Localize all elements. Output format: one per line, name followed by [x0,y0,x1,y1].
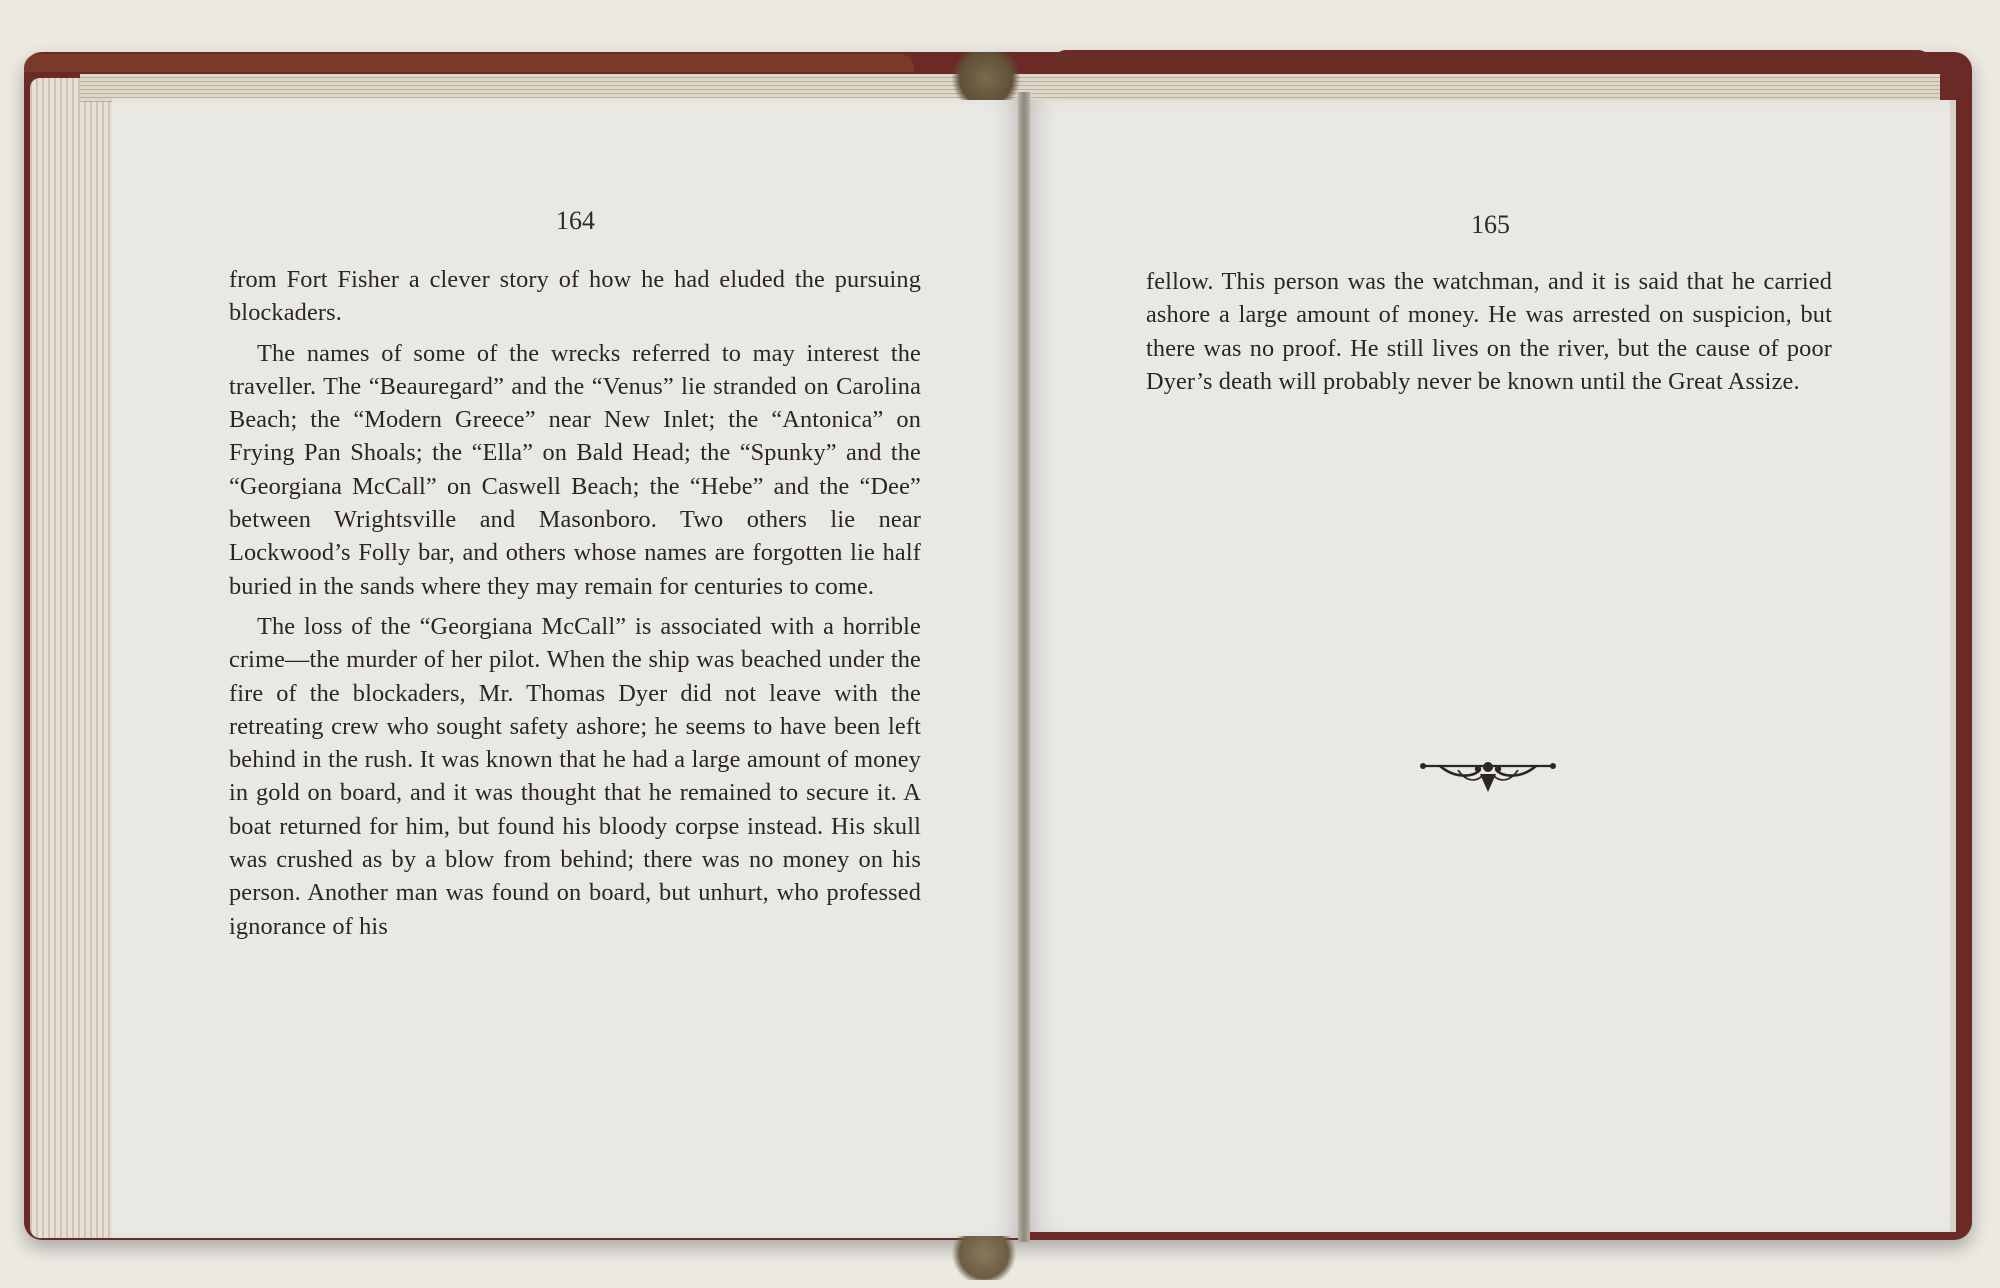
left-page-number: 164 [556,206,595,235]
right-page-text [1146,265,1832,405]
left-paragraph-1: from Fort Fisher a clever story of how he had eluded the pursuing blockaders. [229,266,921,327]
left-paragraph-3: The loss of the “Georgiana McCall” is associated with a horrible crime—the murder of her pilot. When the ship was beached under the fire of the blockaders, Mr. Thomas Dyer did not leave with the retreating crew who sought safety ashore; he seems to have been left behind in the rush. It was known that he had a large amount of money in gold on board, and it was thought that he remained to secure it. A boat returned for him, but found his bloody corpse instead. His skull was crushed as by a blow from behind; there was no money on his person. Another man was found on board, but unhurt, who professed ignorance of his [229,612,921,940]
book-gutter [1018,92,1030,1242]
cover-top-edge-left [24,54,914,72]
right-page-number: 165 [1471,210,1510,239]
cover-top-edge-right [1052,50,1932,70]
spine-headband-top [946,52,1026,100]
right-paragraph-1: fellow. This person was the watchman, and it is said that he carried ashore a large amount of money. He was arrested on suspicion, but there was no proof. He still lives on the river, but the cause of poor Dyer’s death will probably never be known until the Great Assize. [1146,268,1832,395]
left-paragraph-2: The names of some of the wrecks referred to may interest the traveller. The “Beauregard” and the “Venus” lie stranded on Carolina Beach; the “Modern Greece” near New Inlet; the “Antonica” on Frying Pan Shoals; the “Ella” on Bald Head; the “Spunky” and the “Georgiana McCall” on Caswell Beach; the “Hebe” and the “Dee” between Wrightsville and Masonboro. Two others lie near Lockwood’s Folly bar, and others whose names are forgotten lie half buried in the sands where they may remain for centuries to come. [229,339,921,600]
spine-headband-bottom [948,1236,1020,1280]
fleuron-ornament-icon [1418,752,1558,802]
left-page-text [229,263,921,950]
